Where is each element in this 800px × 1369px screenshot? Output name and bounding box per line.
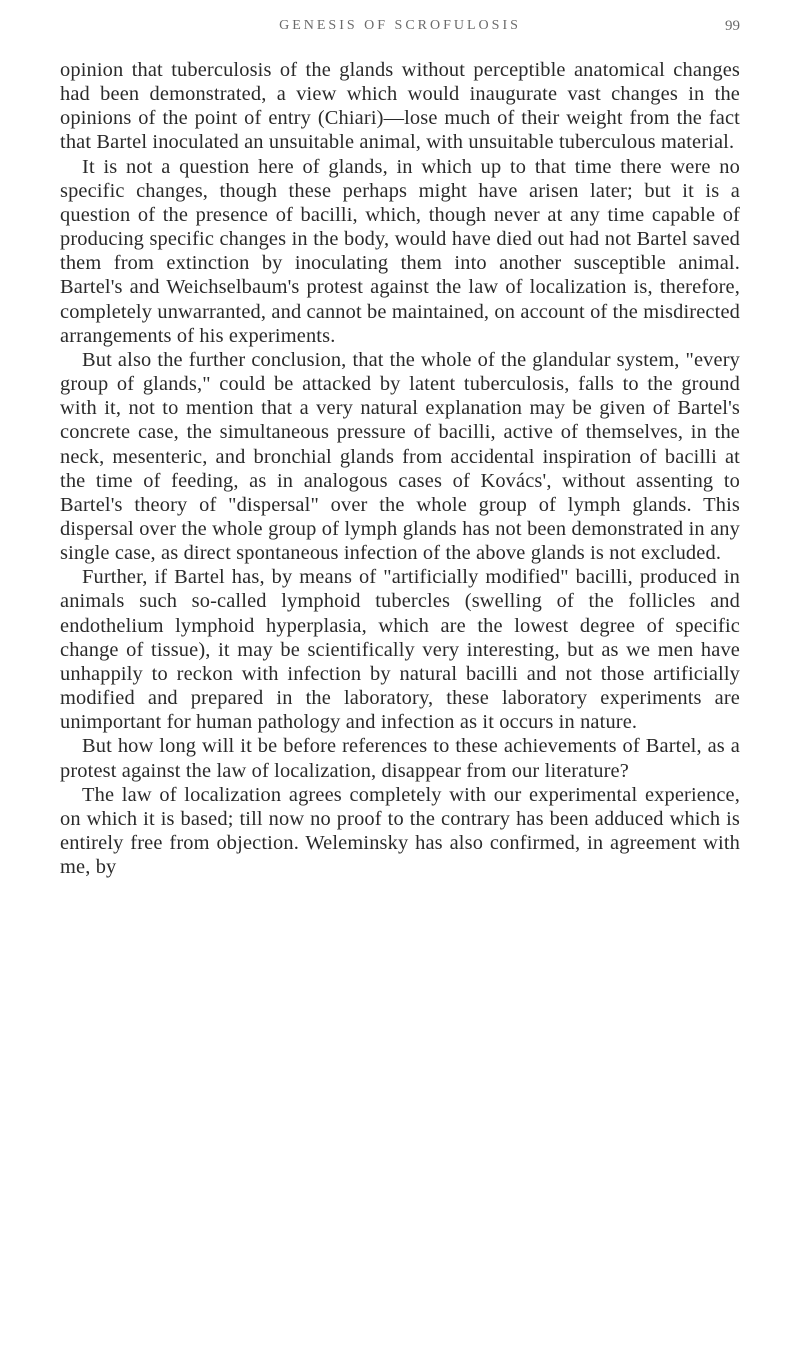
running-title: GENESIS OF SCROFULOSIS (279, 18, 521, 33)
paragraph: The law of localization agrees completely with our experimental experience, on which it is based; till now no proof to the contrary has been adduced which is entirely free from objection. Weleminsky has also confirmed, in agreement with me, by (60, 783, 740, 879)
page-number: 99 (725, 18, 740, 34)
paragraph: opinion that tuberculosis of the glands without perceptible anatomical changes had been demonstrated, a view which would inaugurate vast changes in the opinions of the point of entry (Chiari)—lose much of their weight from the fact that Bartel inoculated an unsuitable animal, with unsuitable tuberculous material. (60, 59, 740, 154)
paragraph: Further, if Bartel has, by means of "artificially modified" bacilli, produced in animals such so-called lymphoid tubercles (swelling of the follicles and endothelium lymphoid hyperplasia, which are the lowest degree of specific change of tissue), it may be scientifically very interesting, but as we men have unhappily to reckon with infection by natural bacilli and not those artificially modified and prepared in the laboratory, these laboratory experiments are unimportant for human pathology and infection as it occurs in nature. (60, 566, 740, 734)
running-head (60, 18, 740, 58)
book-page (60, 0, 740, 1369)
paragraph: But also the further conclusion, that the whole of the glandular system, "every group of glands," could be attacked by latent tuberculosis, falls to the ground with it, not to mention that a very natural explanation may be given of Bartel's concrete case, the simultaneous pressure of bacilli, active of themselves, in the neck, mesenteric, and bronchial glands from accidental inspiration of bacilli at the time of feeding, as in analogous cases of Kovács', without assenting to Bartel's theory of "dispersal" over the whole group of lymph glands. This dispersal over the whole group of lymph glands has not been demonstrated in any single case, as direct spontaneous infection of the above glands is not excluded. (60, 348, 740, 565)
paragraph: But how long will it be before references to these achievements of Bartel, as a protest against the law of localization, disappear from our literature? (60, 735, 740, 782)
paragraph: It is not a question here of glands, in which up to that time there were no specific changes, though these perhaps might have arisen later; but it is a question of the presence of bacilli, which, though never at any time capable of producing specific changes in the body, would have died out had not Bartel saved them from extinction by inoculating them into another susceptible animal. Bartel's and Weichselbaum's protest against the law of localization is, therefore, completely unwarranted, and cannot be maintained, on account of the misdirected arrangements of his experiments. (60, 155, 740, 347)
body-text (60, 58, 740, 879)
